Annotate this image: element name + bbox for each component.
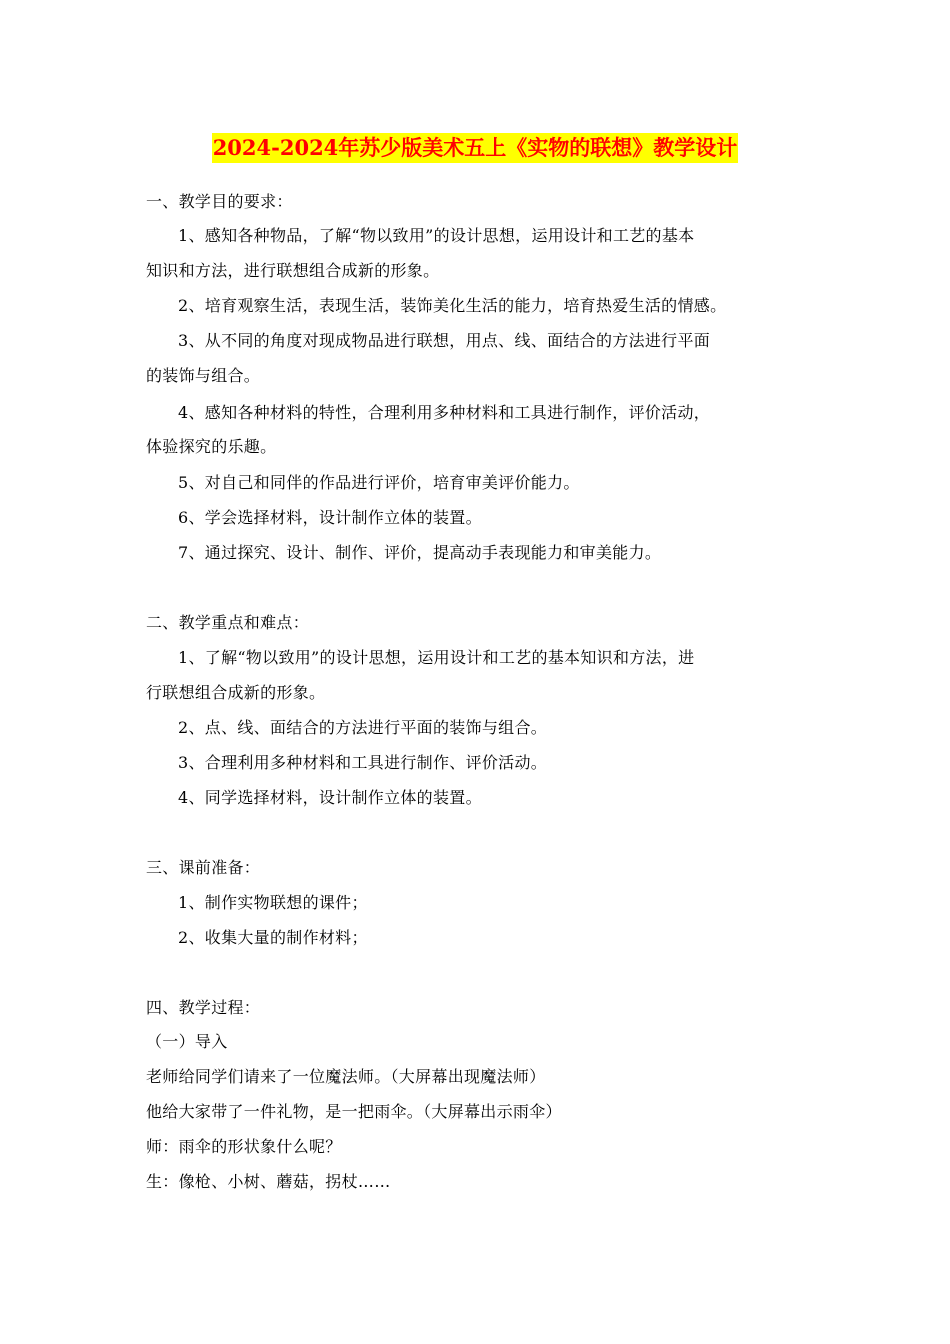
section-4-paragraph-4: 生：像枪、小树、蘑菇，拐杖……	[146, 1172, 391, 1191]
section-2-item-1-line-2: 行联想组合成新的形象。	[146, 683, 326, 702]
section-1-item-2: 2、培育观察生活，表现生活，装饰美化生活的能力，培育热爱生活的情感。	[178, 296, 727, 315]
section-2-item-3: 3、合理利用多种材料和工具进行制作、评价活动。	[178, 753, 548, 772]
section-2-heading: 二、教学重点和难点：	[146, 613, 310, 632]
section-3-heading: 三、课前准备：	[146, 858, 261, 877]
section-2-item-4: 4、同学选择材料，设计制作立体的装置。	[178, 788, 482, 807]
section-1-heading: 一、教学目的要求：	[146, 192, 293, 211]
section-2-item-2: 2、点、线、面结合的方法进行平面的装饰与组合。	[178, 718, 548, 737]
document-title: 2024-2024年苏少版美术五上《实物的联想》教学设计	[212, 133, 739, 163]
section-1-item-5: 5、对自己和同伴的作品进行评价，培育审美评价能力。	[178, 473, 580, 492]
section-3-item-1: 1、制作实物联想的课件；	[178, 893, 368, 912]
section-1-item-7: 7、通过探究、设计、制作、评价，提高动手表现能力和审美能力。	[178, 543, 662, 562]
section-3-item-2: 2、收集大量的制作材料；	[178, 928, 368, 947]
section-2-item-1-line-1: 1、了解“物以致用”的设计思想，运用设计和工艺的基本知识和方法，进	[178, 648, 695, 667]
section-4-paragraph-1: 老师给同学们请来了一位魔法师。（大屏幕出现魔法师）	[146, 1067, 546, 1086]
section-1-item-1-line-2: 知识和方法，进行联想组合成新的形象。	[146, 261, 440, 280]
section-1-item-4-line-1: 4、感知各种材料的特性，合理利用多种材料和工具进行制作，评价活动，	[178, 403, 711, 422]
section-1-item-3-line-2: 的装饰与组合。	[146, 366, 261, 385]
title-container	[0, 133, 950, 163]
section-4-heading: 四、教学过程：	[146, 998, 261, 1017]
section-4-paragraph-2: 他给大家带了一件礼物，是一把雨伞。（大屏幕出示雨伞）	[146, 1102, 562, 1121]
section-1-item-1-line-1: 1、感知各种物品，了解“物以致用”的设计思想，运用设计和工艺的基本	[178, 226, 695, 245]
section-1-item-6: 6、学会选择材料，设计制作立体的装置。	[178, 508, 482, 527]
section-4-paragraph-3: 师：雨伞的形状象什么呢？	[146, 1137, 342, 1156]
section-1-item-3-line-1: 3、从不同的角度对现成物品进行联想，用点、线、面结合的方法进行平面	[178, 331, 711, 350]
section-1-item-4-line-2: 体验探究的乐趣。	[146, 437, 277, 456]
section-4-subheading-intro: （一）导入	[146, 1032, 228, 1051]
